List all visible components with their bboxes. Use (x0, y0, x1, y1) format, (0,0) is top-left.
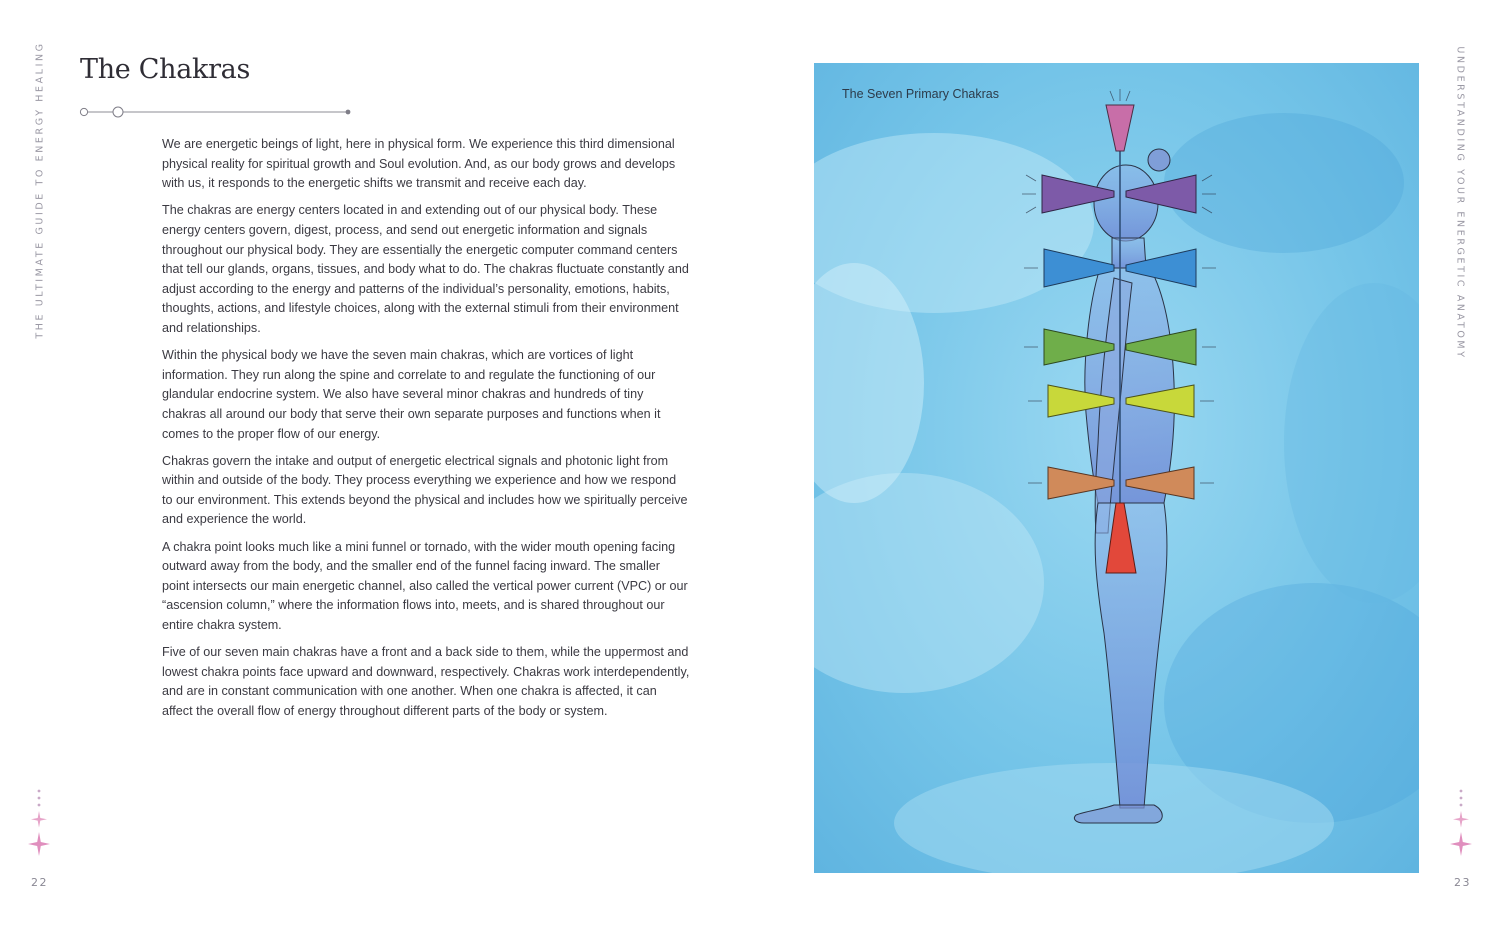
illustration-caption: The Seven Primary Chakras (842, 87, 1000, 101)
paragraph: Five of our seven main chakras have a front and a back side to them, while the uppermost and lowest chakra points face upward and downward, respectively. Chakras work interdependently, and are in constant communication with one another. When one chakra is affected, it can affect the overall flow of energy throughout different parts of the body or system. (162, 645, 690, 718)
sparkle-stars-icon (28, 787, 50, 857)
paragraph: Chakras govern the intake and output of energetic electrical signals and photonic light from within and outside of the body. They process everything we experience and how we respond to our environment. This extends beyond the physical and includes how we spiritually perceive and experience the world. (162, 453, 688, 527)
running-head-right: UNDERSTANDING YOUR ENERGETIC ANATOMY (1454, 46, 1466, 360)
page-number-right: 23 (1454, 876, 1471, 889)
paragraph: We are energetic beings of light, here in physical form. We experience this third dimensional physical reality for spiritual growth and Soul evolution. And, as our body grows and develops with us, it responds to the energetic shifts we transmit and receive each day. (162, 137, 676, 191)
dotted-line-ornament-icon (78, 104, 354, 120)
chakra-figure-art (814, 63, 1419, 873)
paragraph: Within the physical body we have the seven main chakras, which are vortices of light information. They run along the spine and correlate to and regulate the functioning of our glandular endocrine system. We also have several minor chakras and hundreds of tiny chakras all around our body that serve their own separate purposes and functions when it comes to the proper flow of our energy. (162, 348, 661, 441)
page-title: The Chakras (80, 54, 251, 85)
running-head-left: THE ULTIMATE GUIDE TO ENERGY HEALING (34, 41, 46, 339)
body-text (162, 135, 690, 729)
chakra-illustration (814, 63, 1419, 873)
sparkle-stars-icon (1450, 787, 1472, 857)
page-number-left: 22 (31, 876, 48, 889)
paragraph: A chakra point looks much like a mini funnel or tornado, with the wider mouth opening facing outward away from the body, and the smaller end of the funnel facing inward. The smaller point intersects our main energetic channel, also called the vertical power current (VPC) or our “ascension column,” where the information flows into, meets, and is shared throughout our entire chakra system. (162, 539, 688, 633)
paragraph: The chakras are energy centers located in and extending out of our physical body. These energy centers govern, digest, process, and send out energetic information and signals throughout our physical body. They are essentially the energetic computer command centers that tell our glands, organs, tissues, and body what to do. The chakras fluctuate constantly and adjust according to the energy and patterns of the individual’s personality, emotions, habits, thoughts, actions, and lifestyle choices, along with the external stimuli from their environment and relationships. (162, 203, 689, 335)
